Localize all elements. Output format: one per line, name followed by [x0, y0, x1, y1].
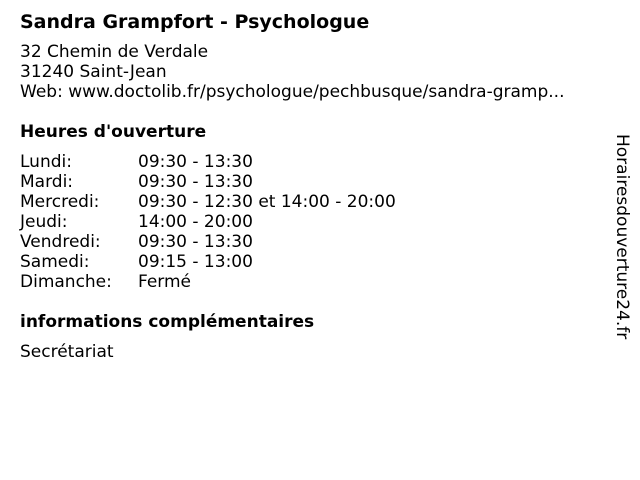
hours-row-mercredi: [20, 192, 565, 212]
website-line: Web: www.doctolib.fr/psychologue/pechbusque/sandra-gramp...: [20, 82, 565, 102]
hours-row-samedi: [20, 252, 565, 272]
business-card: [20, 10, 565, 362]
hours-row-vendredi: [20, 232, 565, 252]
day-label: Lundi:: [20, 152, 72, 172]
address-line-1: 32 Chemin de Verdale: [20, 42, 209, 62]
info-value: Secrétariat: [20, 342, 114, 362]
site-watermark: Horairesdouverture24.fr: [612, 134, 632, 340]
hours-row-mardi: [20, 172, 565, 192]
day-label: Mercredi:: [20, 192, 100, 212]
time-value: 09:30 - 13:30: [138, 232, 253, 252]
day-label: Dimanche:: [20, 272, 112, 292]
time-value: 09:30 - 13:30: [138, 152, 253, 172]
hours-row-jeudi: [20, 212, 565, 232]
hours-heading: Heures d'ouverture: [20, 122, 207, 142]
hours-row-dimanche: [20, 272, 565, 292]
hours-row-lundi: [20, 152, 565, 172]
time-value: 09:30 - 12:30 et 14:00 - 20:00: [138, 192, 396, 212]
time-value: 14:00 - 20:00: [138, 212, 253, 232]
day-label: Mardi:: [20, 172, 74, 192]
day-label: Samedi:: [20, 252, 90, 272]
info-heading: informations complémentaires: [20, 312, 315, 332]
address-line-2: 31240 Saint-Jean: [20, 62, 167, 82]
time-value: 09:30 - 13:30: [138, 172, 253, 192]
day-label: Jeudi:: [20, 212, 68, 232]
time-value: 09:15 - 13:00: [138, 252, 253, 272]
day-label: Vendredi:: [20, 232, 101, 252]
business-title: Sandra Grampfort - Psychologue: [20, 11, 370, 33]
time-value: Fermé: [138, 272, 192, 292]
hours-table: [20, 152, 565, 292]
